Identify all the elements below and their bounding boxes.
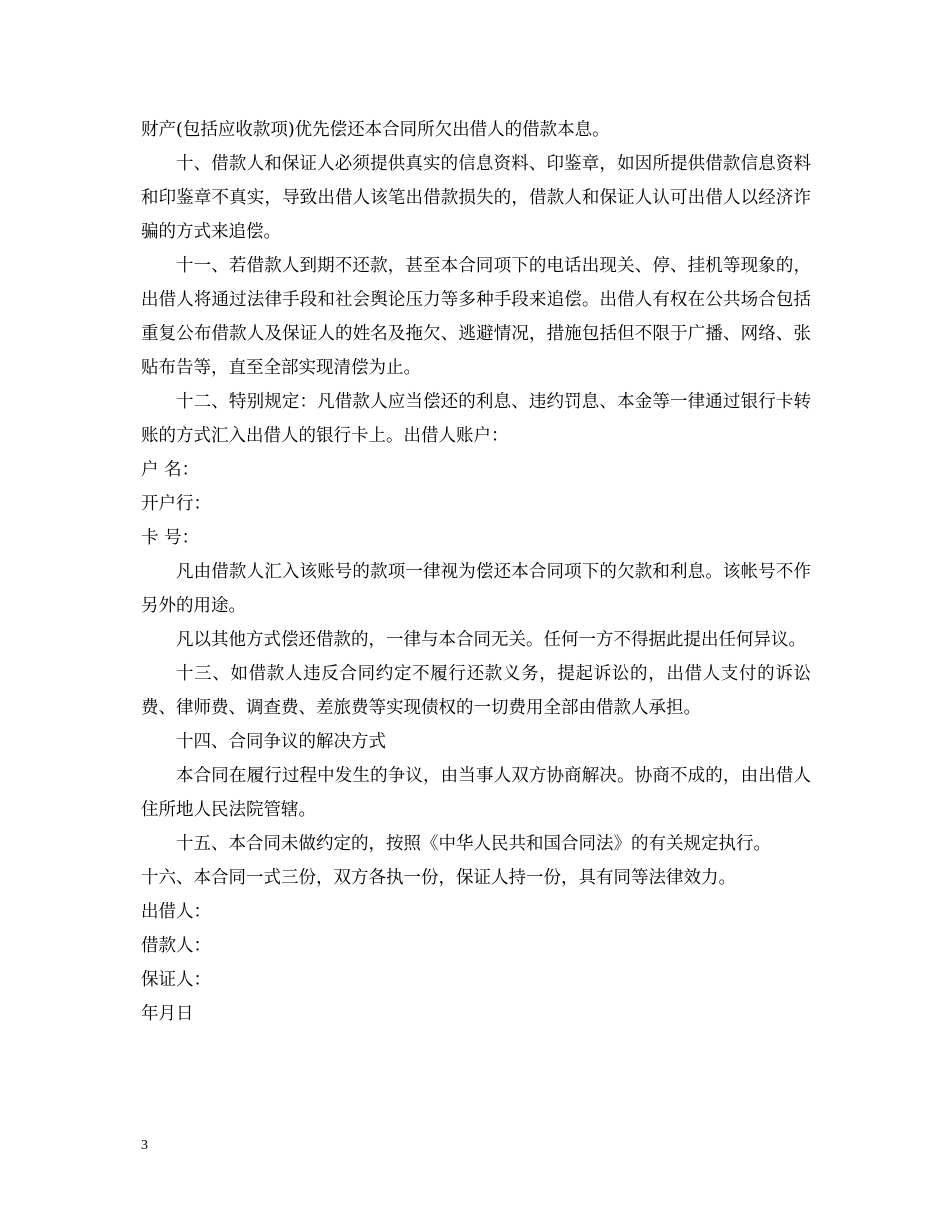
date-field: 年月日 bbox=[141, 1004, 194, 1024]
paragraph-clause-13: 十三、如借款人违反合同约定不履行还款义务，提起诉讼的，出借人支付的诉讼费、律师费、调查费、差旅费等实现债权的一切费用全部由借款人承担。 bbox=[141, 664, 811, 718]
paragraph-other-payment: 凡以其他方式偿还借款的，一律与本合同无关。任何一方不得据此提出任何异议。 bbox=[176, 630, 806, 650]
borrower-signature-field: 借款人： bbox=[141, 936, 211, 956]
paragraph-clause-10: 十、借款人和保证人必须提供真实的信息资料、印鉴章，如因所提供借款信息资料和印鉴章不真实，导致出借人该笔出借款损失的，借款人和保证人认可出借人以经济诈骗的方式来追偿。 bbox=[141, 154, 811, 242]
account-name-field: 户 名： bbox=[141, 460, 200, 480]
paragraph-clause-12: 十二、特别规定：凡借款人应当偿还的利息、违约罚息、本金等一律通过银行卡转账的方式汇入出借人的银行卡上。出借人账户： bbox=[141, 392, 811, 446]
paragraph-clause-11: 十一、若借款人到期不还款，甚至本合同项下的电话出现关、停、挂机等现象的，出借人将通过法律手段和社会舆论压力等多种手段来追偿。出借人有权在公共场合包括重复公布借款人及保证人的姓名及拖欠、逃避情况，措施包括但不限于广播、网络、张贴布告等，直至全部实现清偿为止。 bbox=[141, 256, 811, 378]
paragraph-dispute-resolution: 本合同在履行过程中发生的争议，由当事人双方协商解决。协商不成的，由出借人住所地人民法院管辖。 bbox=[141, 766, 811, 820]
page-number: 3 bbox=[141, 1138, 148, 1153]
guarantor-signature-field: 保证人： bbox=[141, 970, 211, 990]
paragraph-clause-14-heading: 十四、合同争议的解决方式 bbox=[176, 732, 386, 752]
bank-branch-field: 开户行： bbox=[141, 494, 211, 514]
lender-signature-field: 出借人： bbox=[141, 902, 211, 922]
paragraph-account-usage: 凡由借款人汇入该账号的款项一律视为偿还本合同项下的欠款和利息。该帐号不作另外的用途。 bbox=[141, 562, 811, 616]
paragraph-clause-16: 十六、本合同一式三份，双方各执一份，保证人持一份，具有同等法律效力。 bbox=[141, 868, 736, 888]
paragraph-clause-15: 十五、本合同未做约定的，按照《中华人民共和国合同法》的有关规定执行。 bbox=[176, 834, 771, 854]
card-number-field: 卡 号： bbox=[141, 528, 200, 548]
paragraph-property-priority: 财产(包括应收款项)优先偿还本合同所欠出借人的借款本息。 bbox=[141, 120, 610, 140]
document-body bbox=[141, 113, 811, 1031]
